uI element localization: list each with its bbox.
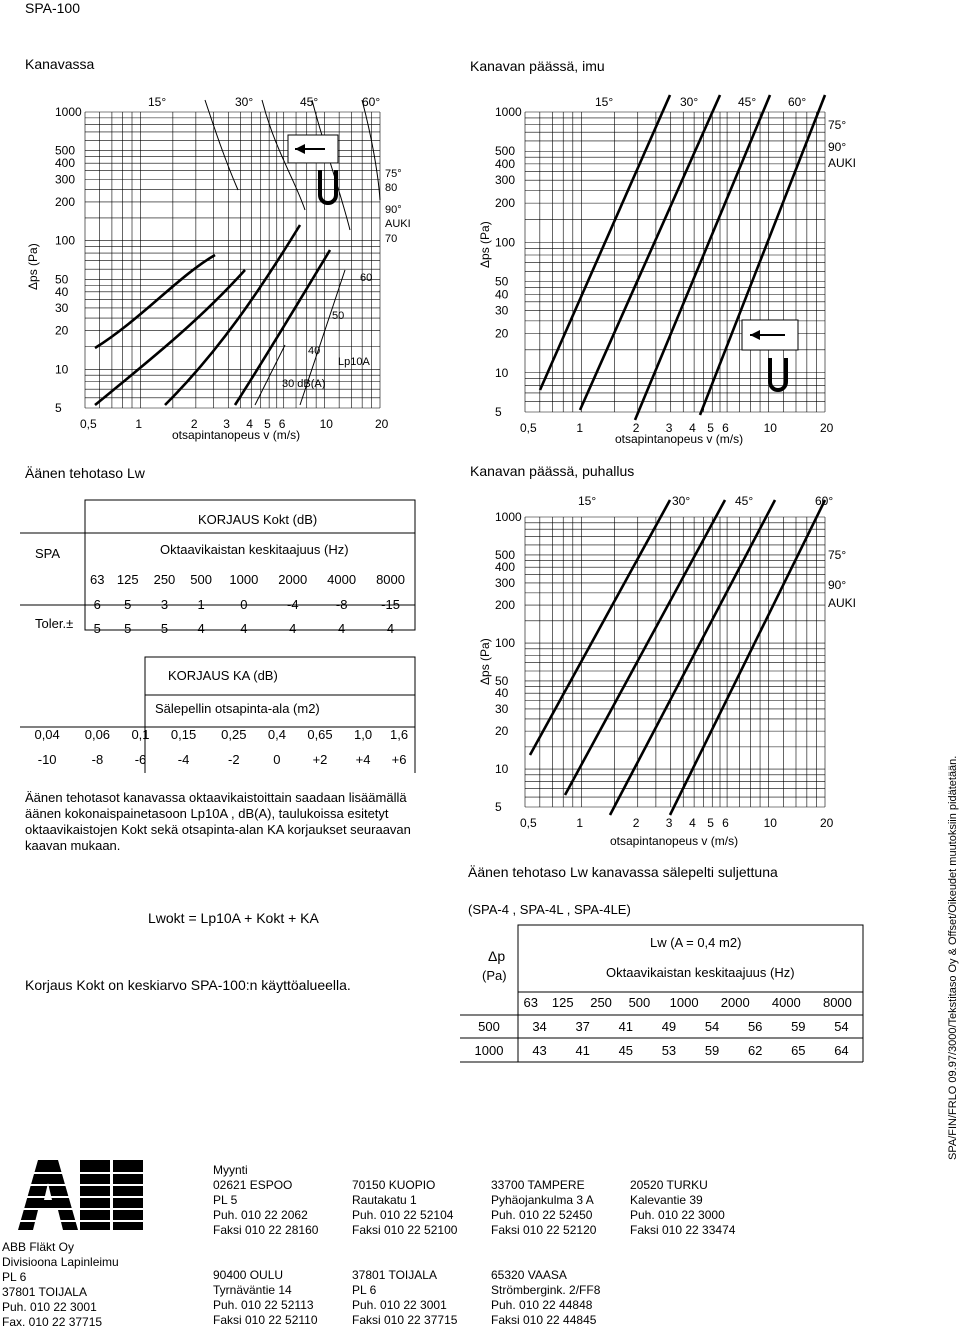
- closed-value-cell: 59: [791, 1019, 806, 1034]
- chart3-title: Kanavan päässä, puhallus: [470, 463, 635, 479]
- chart3-angle-15: 15°: [578, 494, 597, 508]
- y-tick-label: 40: [495, 686, 509, 701]
- y-tick-label: 100: [55, 233, 76, 248]
- area-cell: 0,25: [221, 726, 247, 742]
- closed-freq-cell: 63: [523, 994, 539, 1010]
- y-tick-label: 50: [495, 274, 509, 289]
- closed-freq-cell: 2000: [720, 994, 750, 1010]
- myynti-label: Myynti: [213, 1163, 248, 1177]
- y-tick-label: 400: [495, 560, 516, 575]
- chart1-title: Kanavassa: [25, 56, 95, 72]
- okt-toler-cell: 4: [386, 620, 395, 636]
- y-tick-label: 200: [495, 196, 516, 211]
- okt-toler-cell: 5: [124, 620, 132, 636]
- closed-table: [518, 990, 863, 1014]
- closed-value-cell: 62: [747, 1042, 763, 1058]
- chart2-angle-30: 30°: [680, 95, 699, 109]
- chart3-ylabel: Δps (Pa): [478, 638, 492, 685]
- closed-freq-cell: 1000: [669, 994, 699, 1010]
- spa-label: SPA: [35, 546, 61, 561]
- area-value-cell: -6: [134, 751, 147, 767]
- closed-value-cell: 45: [618, 1042, 634, 1058]
- chart3-grid: [470, 495, 850, 840]
- okt-spa-cell: 5: [124, 596, 132, 612]
- okt-freq-cell: 63: [89, 571, 105, 587]
- okt-table: [85, 566, 415, 640]
- chart1-right-70: 70: [385, 233, 398, 245]
- x-tick-label: 20: [820, 816, 834, 830]
- chart2-xlabel: otsapintanopeus v (m/s): [615, 432, 744, 446]
- chart1-db-40: 40: [308, 345, 321, 357]
- closed-freq-cell: 4000: [771, 994, 801, 1010]
- chart1-right-auki: AUKI: [385, 218, 411, 230]
- y-tick-label: 10: [55, 362, 69, 377]
- y-tick-label: 20: [495, 326, 509, 341]
- area-cell: 1,0: [354, 726, 373, 742]
- chart1-db-50: 50: [332, 310, 345, 322]
- x-tick-label: 20: [375, 417, 389, 431]
- y-tick-label: 10: [495, 365, 509, 380]
- office-oulu: 90400 OULU Tyrnäväntie 14 Puh. 010 22 52113 Faksi 010 22 52110: [213, 1268, 318, 1327]
- sound-paragraph: Äänen tehotasot kanavassa oktaavikaistoittain saadaan lisäämällä äänen kokonaispainetasoon Lp10A , dB(A), taulukoissa esitetyt oktaavikaistojen Kokt sekä otsapinta-alan KA korjaukset seuraavan kaavan mukaan.: [25, 790, 411, 853]
- chart3-right-90: 90°: [828, 578, 847, 592]
- closed-value-cell: 34: [532, 1019, 547, 1034]
- x-tick-label: 6: [722, 816, 729, 830]
- y-tick-label: 300: [495, 575, 516, 590]
- chart1-xlabel: otsapintanopeus v (m/s): [172, 428, 301, 442]
- okt-freq-cell: 500: [190, 571, 212, 587]
- x-tick-label: 1: [135, 417, 143, 431]
- y-tick-label: 30: [55, 300, 69, 315]
- y-tick-label: 40: [55, 284, 69, 299]
- okt-spa-cell: 1: [197, 596, 205, 612]
- closed-freq-header: Oktaavikaistan keskitaajuus (Hz): [606, 965, 795, 980]
- x-tick-label: 1: [576, 816, 584, 830]
- chart1-db-lp10a: Lp10A: [338, 356, 370, 368]
- x-tick-label: 0,5: [520, 816, 537, 830]
- okt-freq-header: Oktaavikaistan keskitaajuus (Hz): [160, 542, 349, 557]
- y-tick-label: 5: [55, 401, 62, 415]
- chart3-right-75: 75°: [828, 548, 847, 562]
- y-tick-label: 200: [55, 194, 76, 209]
- area-value-cell: -4: [177, 751, 190, 767]
- office-espoo: 02621 ESPOO PL 5 Puh. 010 22 2062 Faksi 010 22 28160: [213, 1178, 319, 1237]
- okt-spa-cell: 6: [93, 596, 101, 612]
- y-tick-label: 50: [55, 272, 69, 287]
- y-tick-label: 40: [495, 287, 509, 302]
- office-turku: 20520 TURKU Kalevantie 39 Puh. 010 22 3000 Faksi 010 22 33474: [630, 1178, 736, 1237]
- toler-label: Toler.±: [35, 616, 74, 631]
- x-tick-label: 10: [763, 816, 777, 830]
- closed-value-cell: 64: [834, 1042, 849, 1058]
- okt-toler-cell: 5: [93, 620, 101, 636]
- area-value-cell: -10: [37, 751, 57, 767]
- closed-value-cell: 54: [704, 1019, 720, 1034]
- y-tick-label: 30: [495, 303, 509, 318]
- x-tick-label: 0,5: [80, 417, 97, 431]
- chart3-angle-60: 60°: [815, 494, 834, 508]
- chart1-angle-45: 45°: [300, 95, 319, 109]
- okt-freq-cell: 4000: [327, 571, 357, 587]
- area-cell: 0,06: [84, 726, 111, 742]
- closed-value-cell: 56: [747, 1019, 763, 1034]
- y-tick-label: 5: [495, 800, 502, 814]
- area-cell: 0,1: [131, 726, 150, 742]
- closed-freq-cell: 125: [551, 994, 574, 1010]
- office-toijala: 37801 TOIJALA PL 6 Puh. 010 22 3001 Faksi 010 22 37715: [352, 1268, 458, 1327]
- x-tick-label: 20: [820, 421, 834, 435]
- okt-toler-cell: 4: [289, 620, 297, 636]
- x-tick-label: 10: [763, 421, 777, 435]
- chart3-xlabel: otsapintanopeus v (m/s): [610, 834, 739, 848]
- closed-value-cell: 41: [575, 1042, 590, 1058]
- x-tick-label: 10: [319, 417, 333, 431]
- closed-freq-cell: 8000: [822, 994, 852, 1010]
- closed-lw-title: Lw (A = 0,4 m2): [650, 935, 742, 950]
- closed-value-cell: 1000: [474, 1042, 504, 1058]
- area-value-cell: 0: [273, 751, 281, 767]
- y-tick-label: 100: [495, 235, 516, 250]
- okt-spa-cell: 3: [160, 596, 169, 612]
- x-tick-label: 4: [689, 421, 696, 435]
- okt-freq-cell: 8000: [376, 571, 405, 587]
- y-tick-label: 400: [55, 156, 76, 171]
- chart1-right-90: 90°: [385, 204, 402, 216]
- area-value-cell: +2: [312, 751, 328, 767]
- closed-value-cell: 500: [478, 1019, 500, 1034]
- closed-freq-cell: 250: [590, 994, 612, 1010]
- area-value-cell: -8: [91, 751, 104, 767]
- y-tick-label: 300: [55, 172, 76, 187]
- okt-toler-cell: 4: [338, 620, 346, 636]
- y-tick-label: 1000: [495, 105, 522, 119]
- x-tick-label: 3: [665, 421, 673, 435]
- x-tick-label: 2: [632, 816, 640, 830]
- y-tick-label: 30: [495, 701, 509, 716]
- okt-spa-cell: -8: [335, 596, 348, 612]
- okt-freq-cell: 250: [153, 571, 176, 587]
- y-tick-label: 1000: [495, 510, 522, 524]
- chart2-ylabel: Δps (Pa): [478, 221, 492, 268]
- y-tick-label: 1000: [55, 105, 82, 119]
- x-tick-label: 4: [246, 417, 253, 431]
- area-table: [22, 722, 417, 772]
- closed-value-cell: 59: [704, 1042, 720, 1058]
- chart1-angle-15: 15°: [148, 95, 167, 109]
- area-cell: 0,04: [34, 726, 60, 742]
- y-tick-label: 300: [495, 173, 516, 188]
- closed-value-cell: 53: [661, 1042, 677, 1058]
- x-tick-label: 3: [665, 816, 673, 830]
- closed-value-cell: 37: [575, 1019, 590, 1034]
- flow-arrow-icon: [288, 135, 338, 203]
- y-tick-label: 20: [495, 724, 509, 739]
- x-tick-label: 3: [223, 417, 230, 431]
- chart2-right-auki: AUKI: [828, 156, 857, 170]
- x-tick-label: 1: [576, 421, 584, 435]
- x-tick-label: 5: [707, 421, 714, 435]
- office-kuopio: 70150 KUOPIO Rautakatu 1 Puh. 010 22 52104 Faksi 010 22 52100: [352, 1178, 458, 1237]
- y-tick-label: 400: [495, 156, 516, 171]
- area-value-cell: +4: [355, 751, 371, 767]
- office-tampere: 33700 TAMPERE Pyhäojankulma 3 A Puh. 010 22 52450 Faksi 010 22 52120: [491, 1178, 597, 1237]
- okt-freq-cell: 1000: [229, 571, 259, 587]
- chart1-db-60: 60: [360, 272, 373, 284]
- closed-value-cell: 41: [618, 1019, 634, 1034]
- area-cell: 0,65: [307, 726, 333, 742]
- chart2-grid: [470, 90, 850, 445]
- y-tick-label: 500: [55, 143, 76, 158]
- area-cell: 1,6: [389, 726, 409, 742]
- korjaus-note: Korjaus Kokt on keskiarvo SPA-100:n käyttöalueella.: [25, 977, 351, 993]
- chart3-right-auki: AUKI: [828, 596, 857, 610]
- y-tick-label: 20: [55, 323, 69, 338]
- chart2-angle-15: 15°: [595, 95, 614, 109]
- y-tick-label: 500: [495, 547, 516, 562]
- closed-rows: [460, 1015, 863, 1062]
- closed-value-cell: 49: [661, 1019, 677, 1034]
- area-value-cell: -2: [228, 751, 240, 767]
- okt-toler-cell: 4: [240, 620, 248, 636]
- chart2-right-75: 75°: [828, 118, 847, 132]
- closed-models: (SPA-4 , SPA-4L , SPA-4LE): [468, 902, 631, 917]
- closed-value-cell: 65: [791, 1042, 806, 1058]
- korjaus-okt-title: KORJAUS Kokt (dB): [198, 512, 318, 527]
- area-cell: 0,4: [267, 726, 286, 742]
- abb-logo: [8, 1155, 148, 1235]
- okt-toler-cell: 5: [160, 620, 169, 636]
- okt-freq-cell: 125: [116, 571, 139, 587]
- chart1-angle-30: 30°: [235, 95, 254, 109]
- chart2-angle-60: 60°: [788, 95, 807, 109]
- okt-spa-cell: -4: [286, 596, 299, 612]
- chart2-title: Kanavan päässä, imu: [470, 58, 605, 74]
- chart3-angle-30: 30°: [672, 494, 691, 508]
- x-tick-label: 0,5: [520, 421, 537, 435]
- closed-value-cell: 43: [532, 1042, 547, 1058]
- closed-freq-cell: 500: [628, 994, 651, 1010]
- area-cell: 0,15: [170, 726, 197, 742]
- okt-freq-cell: 2000: [278, 571, 308, 587]
- chart1-angle-60: 60°: [362, 95, 381, 109]
- chart1-db-30: 30 dB(A): [282, 378, 326, 390]
- chart1-ylabel: Δps (Pa): [26, 243, 40, 290]
- x-tick-label: 5: [264, 417, 271, 431]
- closed-heading: Äänen tehotaso Lw kanavassa sälepelti suljettuna: [468, 864, 778, 880]
- okt-spa-cell: -15: [381, 596, 400, 612]
- chart1-right-75: 75°: [385, 168, 402, 180]
- korjaus-a-title: KORJAUS KA (dB): [168, 668, 278, 683]
- closed-value-cell: 54: [834, 1019, 849, 1034]
- formula: Lwokt = Lp10A + Kokt + KA: [148, 910, 319, 926]
- chart2-angle-45: 45°: [738, 95, 757, 109]
- sound-heading: Äänen tehotaso Lw: [25, 465, 145, 481]
- okt-spa-cell: 0: [240, 596, 248, 612]
- doc-id: SPA-100: [25, 0, 80, 16]
- x-tick-label: 4: [689, 816, 696, 830]
- okt-toler-cell: 4: [197, 620, 205, 636]
- dp-unit: (Pa): [482, 968, 507, 983]
- dp-label: Δp: [488, 948, 506, 964]
- x-tick-label: 2: [190, 417, 198, 431]
- chart2-right-90: 90°: [828, 140, 847, 154]
- y-tick-label: 200: [495, 598, 516, 613]
- y-tick-label: 10: [495, 762, 509, 777]
- y-tick-label: 500: [495, 144, 516, 159]
- area-value-cell: +6: [391, 751, 407, 767]
- x-tick-label: 2: [632, 421, 640, 435]
- y-tick-label: 100: [495, 636, 516, 651]
- chart1-grid: [0, 90, 460, 440]
- area-header: Sälepellin otsapinta-ala (m2): [155, 701, 320, 716]
- side-note: SPA/FIN/FRLO 09.97/3000/Tekstitaso Oy & Offset/Oikeudet muutoksiin pidätetään.: [947, 755, 959, 1160]
- chart1-right-80: 80: [385, 182, 398, 194]
- x-tick-label: 6: [278, 417, 286, 431]
- x-tick-label: 5: [707, 816, 714, 830]
- chart3-angle-45: 45°: [735, 494, 754, 508]
- office-vaasa: 65320 VAASA Strömbergink. 2/FF8 Puh. 010 22 44848 Faksi 010 22 44845: [491, 1268, 601, 1327]
- y-tick-label: 5: [495, 405, 502, 419]
- y-tick-label: 50: [495, 673, 509, 688]
- x-tick-label: 6: [722, 421, 729, 435]
- company-address: ABB Fläkt Oy Divisioona Lapinleimu PL 6 37801 TOIJALA Puh. 010 22 3001 Fax. 010 22 37715: [2, 1240, 119, 1329]
